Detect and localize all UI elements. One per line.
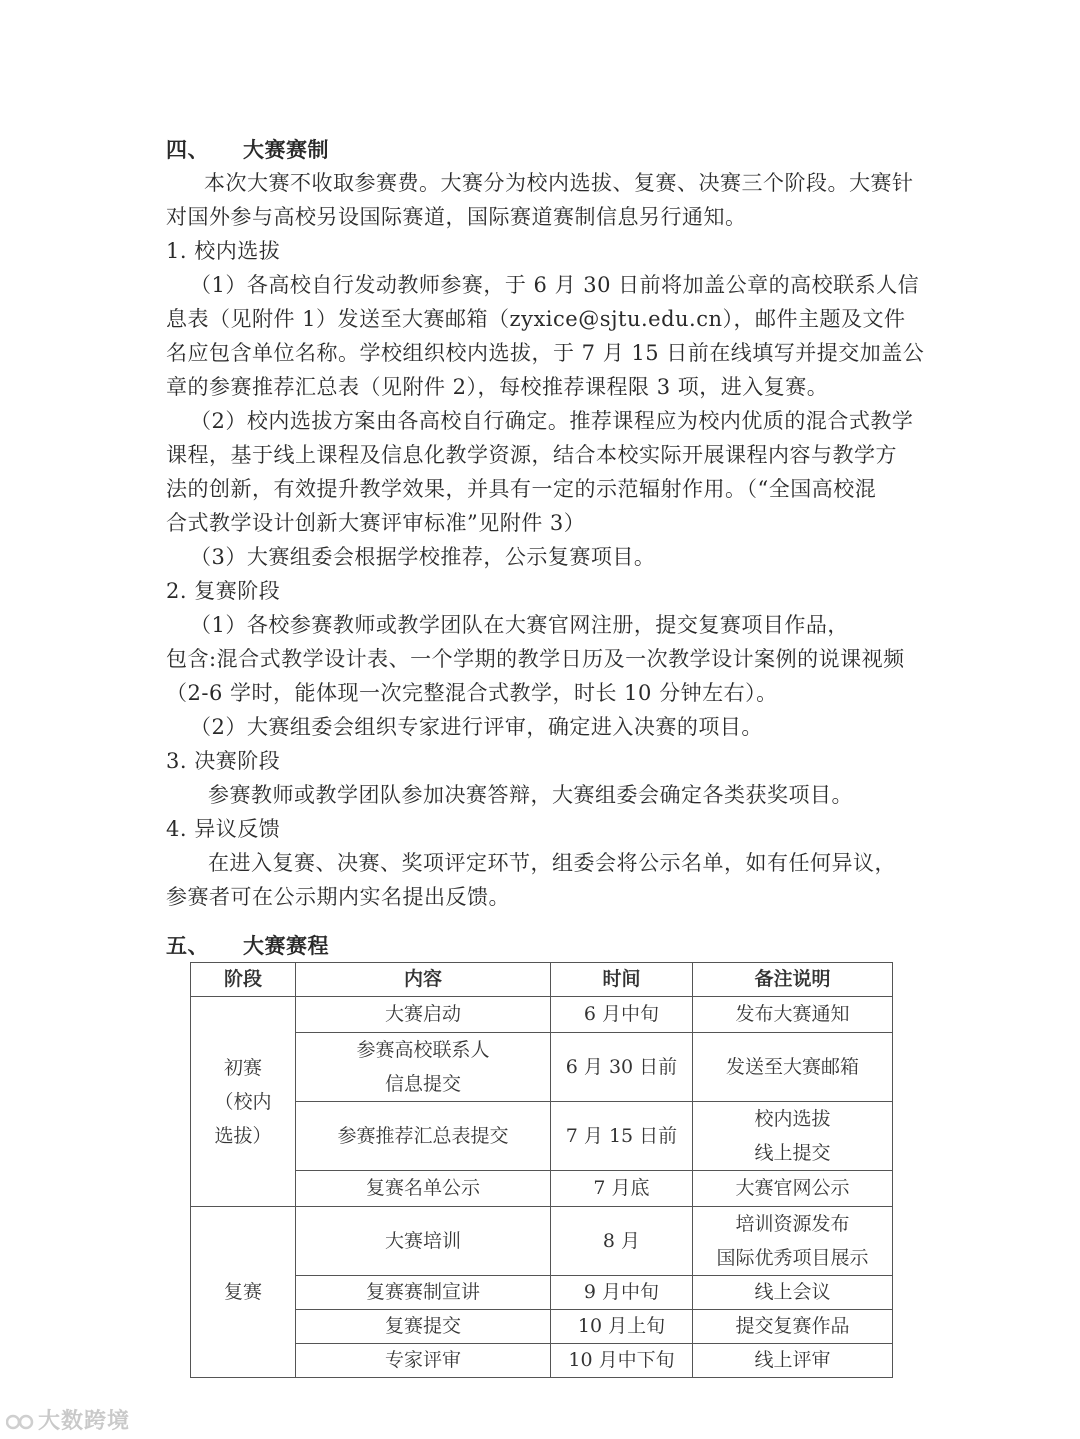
- note-line: 培训资源发布: [735, 1213, 850, 1235]
- watermark-text: 大数跨境: [38, 1409, 131, 1434]
- note-cell: 线上会议: [693, 1276, 893, 1310]
- time-cell: 10 月上旬: [551, 1310, 693, 1344]
- subsection-heading: 1. 校内选拔: [166, 239, 281, 263]
- content-line: 信息提交: [384, 1073, 461, 1095]
- paragraph-line: （2）校内选拔方案由各高校自行确定。推荐课程应为校内优质的混合式教学: [190, 409, 914, 433]
- paragraph-line: 章的参赛推荐汇总表（见附件 2），每校推荐课程限 3 项，进入复赛。: [166, 375, 829, 399]
- stage-line: 初赛: [223, 1056, 262, 1079]
- note-cell: 发布大赛通知: [693, 997, 893, 1033]
- table-row: [191, 997, 893, 1033]
- note-line: 校内选拔: [754, 1108, 831, 1130]
- content-cell: 参赛推荐汇总表提交: [296, 1102, 551, 1171]
- paragraph-line: 参赛教师或教学团队参加决赛答辩，大赛组委会确定各类获奖项目。: [208, 783, 853, 807]
- time-cell: 10 月中下旬: [551, 1344, 693, 1378]
- paragraph-line: 包含:混合式教学设计表、一个学期的教学日历及一次教学设计案例的说课视频: [166, 647, 905, 671]
- paragraph-line: 合式教学设计创新大赛评审标准”见附件 3）: [166, 511, 586, 535]
- time-cell: 7 月底: [551, 1171, 693, 1207]
- subsection-heading: 4. 异议反馈: [166, 817, 281, 841]
- content-cell: 复赛名单公示: [296, 1171, 551, 1207]
- header-stage: 阶段: [191, 963, 296, 997]
- header-content: 内容: [296, 963, 551, 997]
- table-header-row: [191, 963, 893, 997]
- paragraph-line: （1）各校参赛教师或教学团队在大赛官网注册，提交复赛项目作品，: [190, 613, 849, 637]
- content-cell: 大赛培训: [296, 1207, 551, 1276]
- section5-title: 大赛赛程: [243, 933, 329, 958]
- note-line: 国际优秀项目展示: [716, 1247, 869, 1269]
- paragraph-line: 对国外参与高校另设国际赛道，国际赛道赛制信息另行通知。: [166, 205, 747, 229]
- table-row: [191, 1310, 893, 1344]
- time-cell: 9 月中旬: [551, 1276, 693, 1310]
- paragraph-line: 课程，基于线上课程及信息化教学资源，结合本校实际开展课程内容与教学方: [166, 443, 897, 467]
- subsection-heading: 3. 决赛阶段: [166, 749, 281, 773]
- watermark: [6, 1404, 130, 1435]
- paragraph-line: （3）大赛组委会根据学校推荐，公示复赛项目。: [190, 545, 656, 569]
- note-cell: 线上评审: [693, 1344, 893, 1378]
- paragraph-line: 名应包含单位名称。学校组织校内选拔，于 7 月 15 日前在线填写并提交加盖公: [166, 341, 925, 365]
- section4-title: 大赛赛制: [243, 137, 329, 162]
- time-cell: 8 月: [551, 1207, 693, 1276]
- note-cell: 大赛官网公示: [693, 1171, 893, 1207]
- watermark-logo-icon: [6, 1411, 36, 1433]
- time-cell: 6 月 30 日前: [551, 1033, 693, 1102]
- section5-number: 五、: [166, 933, 209, 958]
- time-cell: 7 月 15 日前: [551, 1102, 693, 1171]
- section4-number: 四、: [166, 137, 209, 162]
- content-cell: 大赛启动: [296, 997, 551, 1033]
- header-note: 备注说明: [693, 963, 893, 997]
- time-cell: 6 月中旬: [551, 997, 693, 1033]
- stage-line: （校内: [214, 1090, 272, 1113]
- paragraph-line: （1）各高校自行发动教师参赛，于 6 月 30 日前将加盖公章的高校联系人信: [190, 273, 920, 297]
- content-cell: 复赛赛制宣讲: [296, 1276, 551, 1310]
- note-cell: 发送至大赛邮箱: [693, 1033, 893, 1102]
- table-row: [191, 1171, 893, 1207]
- paragraph-line: 在进入复赛、决赛、奖项评定环节，组委会将公示名单，如有任何异议，: [208, 851, 896, 875]
- stage-cell-semifinal: 复赛: [191, 1207, 296, 1378]
- paragraph-line: （2）大赛组委会组织专家进行评审，确定进入决赛的项目。: [190, 715, 763, 739]
- stage-cell-preliminary: [191, 997, 296, 1207]
- schedule-table: [190, 962, 893, 1378]
- content-line: 参赛高校联系人: [356, 1039, 490, 1061]
- paragraph-line: 息表（见附件 1）发送至大赛邮箱（zyxice@sjtu.edu.cn），邮件主题及文件: [166, 307, 906, 331]
- note-cell: 提交复赛作品: [693, 1310, 893, 1344]
- table-row: [191, 1344, 893, 1378]
- note-cell: [693, 1102, 893, 1171]
- content-cell: 复赛提交: [296, 1310, 551, 1344]
- table-row: [191, 1102, 893, 1171]
- paragraph-line: 法的创新，有效提升教学效果，并具有一定的示范辐射作用。（“全国高校混: [166, 477, 877, 501]
- paragraph-line: 参赛者可在公示期内实名提出反馈。: [166, 885, 510, 909]
- table-row: [191, 1207, 893, 1276]
- table-row: [191, 1276, 893, 1310]
- note-cell: [693, 1207, 893, 1276]
- note-line: 线上提交: [754, 1142, 831, 1164]
- subsection-heading: 2. 复赛阶段: [166, 579, 281, 603]
- stage-line: 选拔）: [214, 1124, 272, 1147]
- table-row: [191, 1033, 893, 1102]
- header-time: 时间: [551, 963, 693, 997]
- content-cell: [296, 1033, 551, 1102]
- content-cell: 专家评审: [296, 1344, 551, 1378]
- paragraph-line: （2-6 学时，能体现一次完整混合式教学，时长 10 分钟左右）。: [166, 681, 778, 705]
- paragraph-line: 本次大赛不收取参赛费。大赛分为校内选拔、复赛、决赛三个阶段。大赛针: [204, 171, 914, 195]
